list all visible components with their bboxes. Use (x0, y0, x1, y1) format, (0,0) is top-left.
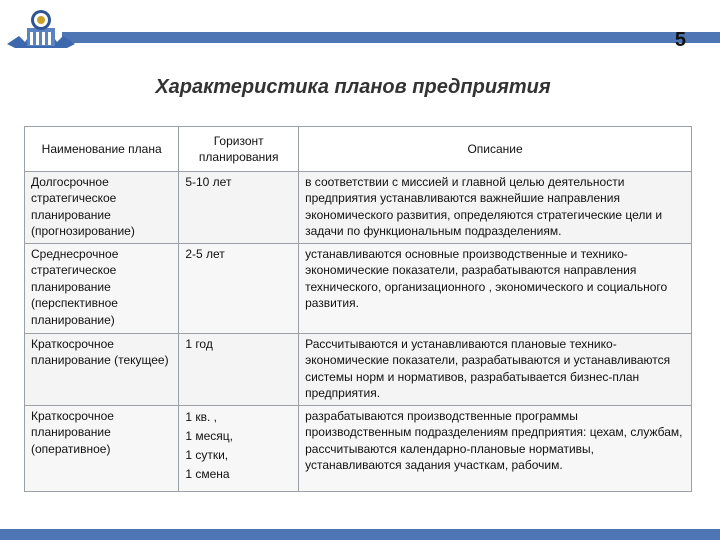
page-title-text: Характеристика планов предприятия (155, 76, 551, 98)
page-number: 5 (674, 29, 686, 51)
page-title (0, 76, 720, 99)
cell-description: устанавливаются основные производственные и технико-экономические показатели, разрабатываются направления технического, организационного , экономического и социального развития. (299, 243, 692, 333)
table-row (25, 243, 692, 333)
cell-horizon (179, 333, 299, 405)
table-row (25, 333, 692, 405)
cell-description: в соответствии с миссией и главной целью деятельности предприятия устанавливаются важнейшие направления экономического развития, определяются стратегические цели и задачи по функциональным подразделениям. (299, 172, 692, 244)
cell-horizon (179, 405, 299, 491)
cell-plan-name: Среднесрочное стратегическое планирование (перспективное планирование) (25, 243, 179, 333)
horizon-value: 1 месяц, (185, 428, 233, 443)
table-header-row (25, 127, 692, 172)
table-row (25, 405, 692, 491)
cell-plan-name: Долгосрочное стратегическое планирование (прогнозирование) (25, 172, 179, 244)
cell-horizon (179, 243, 299, 333)
cell-plan-name: Краткосрочное планирование (текущее) (25, 333, 179, 405)
horizon-value: 1 смена (185, 467, 230, 482)
cell-horizon (179, 172, 299, 244)
top-accent-bar (62, 32, 720, 43)
plans-table (24, 126, 692, 492)
horizon-value: 1 год (185, 336, 213, 351)
university-logo-icon (5, 8, 77, 54)
cell-description: разрабатываются производственные программы производственным подразделениям предприятия: цехам, службам, рассчитываются календарно-плановые нормативы, устанавливаются задания участкам, рабочим. (299, 405, 692, 491)
horizon-value: 1 кв. , (185, 409, 217, 424)
bottom-accent-bar (0, 529, 720, 540)
cell-description: Рассчитываются и устанавливаются плановые технико-экономические показатели, разрабатываются и устанавливаются системы норм и нормативов, разрабатывается бизнес-план предприятия. (299, 333, 692, 405)
horizon-value: 1 сутки, (185, 448, 229, 463)
header-horizon: Горизонт планирования (179, 127, 299, 172)
header-description: Описание (299, 127, 692, 172)
header-plan-name: Наименование плана (25, 127, 179, 172)
table-row (25, 172, 692, 244)
cell-plan-name: Краткосрочное планирование (оперативное) (25, 405, 179, 491)
horizon-value: 2-5 лет (185, 246, 225, 261)
horizon-value: 5-10 лет (185, 175, 232, 189)
